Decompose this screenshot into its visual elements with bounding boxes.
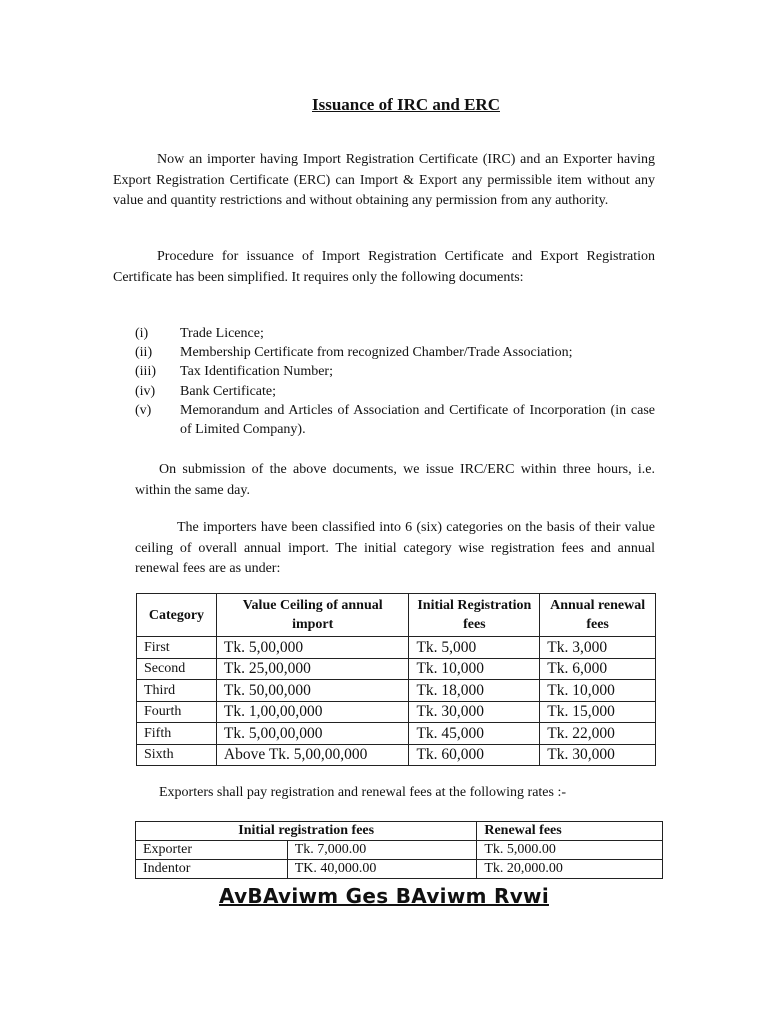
table-cell: Third — [137, 680, 217, 702]
import-fee-table — [136, 593, 656, 766]
procedure-paragraph: Procedure for issuance of Import Registration Certificate and Export Registration Certificate has been simplified. It requires only the following documents: — [113, 249, 655, 285]
table-cell: Exporter — [136, 841, 288, 860]
list-item-text: Membership Certificate from recognized Chamber/Trade Association; — [180, 345, 573, 361]
intro-paragraph: Now an importer having Import Registration Certificate (IRC) and an Exporter having Export Registration Certificate (ERC) can Import & Export any permissible item without any value and quantity restrictions and without obtaining any permission from any authority. — [113, 152, 655, 208]
table-cell: Tk. 22,000 — [540, 723, 656, 745]
table-header-cell: Initial Registration fees — [409, 594, 540, 637]
table-cell: Tk. 5,00,00,000 — [216, 723, 409, 745]
list-item — [135, 401, 655, 439]
table-row — [137, 680, 656, 702]
table-cell: Tk. 5,000 — [409, 637, 540, 659]
table-header-row — [137, 594, 656, 637]
table-cell: Tk. 45,000 — [409, 723, 540, 745]
table-cell: Tk. 7,000.00 — [287, 841, 477, 860]
table-cell: Above Tk. 5,00,00,000 — [216, 744, 409, 766]
exporter-fees-intro: Exporters shall pay registration and renewal fees at the following rates :- — [159, 785, 567, 800]
table-cell: Tk. 1,00,00,000 — [216, 701, 409, 723]
table-row — [136, 841, 663, 860]
table-cell: Tk. 30,000 — [540, 744, 656, 766]
table-header-cell: Initial registration fees — [136, 822, 477, 841]
table-header-row — [136, 822, 663, 841]
required-documents-list — [135, 324, 655, 439]
list-item-number: (iv) — [135, 383, 156, 399]
table-cell: Tk. 18,000 — [409, 680, 540, 702]
list-item-number: (v) — [135, 402, 152, 418]
list-item-text: Bank Certificate; — [180, 383, 277, 399]
table-cell: Fourth — [137, 701, 217, 723]
list-item — [135, 382, 655, 401]
list-item-number: (ii) — [135, 345, 153, 361]
table-cell: First — [137, 637, 217, 659]
table-cell: Sixth — [137, 744, 217, 766]
page-title: Issuance of IRC and ERC — [312, 95, 500, 114]
table-header-cell: Annual renewal fees — [540, 594, 656, 637]
table-cell: TK. 40,000.00 — [287, 860, 477, 879]
export-fee-table — [135, 821, 663, 879]
submission-paragraph: On submission of the above documents, we issue IRC/ERC within three hours, i.e. within the same day. — [135, 462, 655, 498]
table-row — [137, 723, 656, 745]
list-item-text: Tax Identification Number; — [180, 364, 333, 380]
table-header-cell: Renewal fees — [477, 822, 663, 841]
table-cell: Tk. 10,000 — [540, 680, 656, 702]
table-row — [136, 860, 663, 879]
classification-paragraph: The importers have been classified into 6 (six) categories on the basis of their value ceiling of overall annual import. The initial category wise registration fees and annual renewal fees are as under: — [135, 520, 655, 576]
list-item-text: Memorandum and Articles of Association and Certificate of Incorporation (in case of Limited Company). — [180, 402, 655, 438]
table-cell: Indentor — [136, 860, 288, 879]
table-row — [137, 658, 656, 680]
table-cell: Tk. 60,000 — [409, 744, 540, 766]
list-item-number: (iii) — [135, 364, 156, 380]
table-cell: Tk. 15,000 — [540, 701, 656, 723]
footer-heading: AvBAviwm Ges BAviwm Rvwi — [219, 884, 549, 908]
table-row — [137, 744, 656, 766]
table-cell: Tk. 10,000 — [409, 658, 540, 680]
table-header-cell: Category — [137, 594, 217, 637]
table-cell: Tk. 5,000.00 — [477, 841, 663, 860]
table-cell: Tk. 25,00,000 — [216, 658, 409, 680]
table-header-cell: Value Ceiling of annual import — [216, 594, 409, 637]
list-item — [135, 362, 655, 381]
table-cell: Tk. 6,000 — [540, 658, 656, 680]
list-item — [135, 343, 655, 362]
table-cell: Tk. 5,00,000 — [216, 637, 409, 659]
list-item-number: (i) — [135, 326, 149, 341]
table-cell: Second — [137, 658, 217, 680]
table-row — [137, 637, 656, 659]
list-item — [135, 324, 655, 343]
table-cell: Tk. 20,000.00 — [477, 860, 663, 879]
table-row — [137, 701, 656, 723]
table-cell: Fifth — [137, 723, 217, 745]
table-cell: Tk. 50,00,000 — [216, 680, 409, 702]
table-cell: Tk. 3,000 — [540, 637, 656, 659]
list-item-text: Trade Licence; — [180, 326, 264, 341]
table-cell: Tk. 30,000 — [409, 701, 540, 723]
